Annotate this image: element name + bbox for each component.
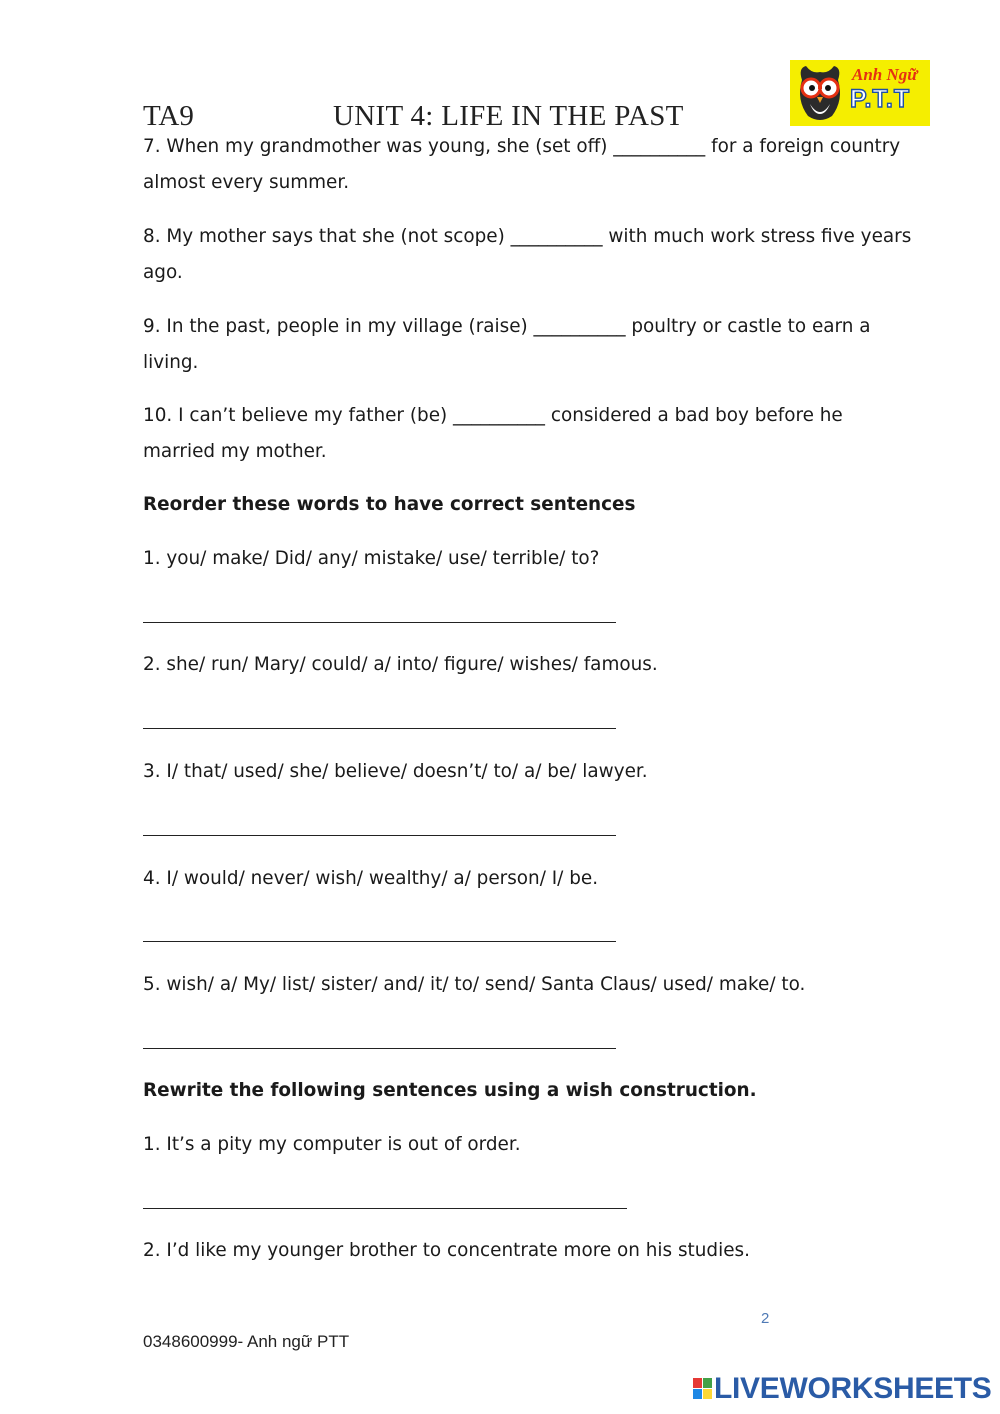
reorder-item-4: 4. I/ would/ never/ wish/ wealthy/ a/ person/ I/ be. bbox=[143, 868, 599, 889]
exercise-item-7: 7. When my grandmother was young, she (set off) __________ for a foreign country almost every summer. bbox=[143, 136, 901, 193]
rewrite-item-1: 1. It’s a pity my computer is out of order. bbox=[143, 1134, 521, 1155]
answer-line-reorder-2[interactable] bbox=[143, 728, 616, 729]
liveworksheets-logo-icon bbox=[693, 1378, 713, 1400]
answer-line-reorder-1[interactable] bbox=[143, 622, 616, 623]
answer-line-reorder-4[interactable] bbox=[143, 941, 616, 942]
ptt-logo bbox=[790, 60, 930, 126]
exercise-item-9: 9. In the past, people in my village (raise) __________ poultry or castle to earn a living. bbox=[143, 316, 871, 373]
reorder-item-5: 5. wish/ a/ My/ list/ sister/ and/ it/ to/ send/ Santa Claus/ used/ make/ to. bbox=[143, 974, 806, 995]
worksheet-code: TA9 bbox=[143, 100, 194, 132]
answer-line-reorder-3[interactable] bbox=[143, 835, 616, 836]
reorder-item-1: 1. you/ make/ Did/ any/ mistake/ use/ terrible/ to? bbox=[143, 548, 600, 569]
footer-contact: 0348600999- Anh ngữ PTT bbox=[143, 1332, 350, 1351]
logo-brand-text: Anh Ngữ bbox=[852, 65, 918, 84]
reorder-item-2: 2. she/ run/ Mary/ could/ a/ into/ figure/ wishes/ famous. bbox=[143, 654, 658, 675]
unit-title: UNIT 4: LIFE IN THE PAST bbox=[333, 100, 684, 132]
page-number: 2 bbox=[761, 1310, 770, 1327]
reorder-item-3: 3. I/ that/ used/ she/ believe/ doesn’t/ to/ a/ be/ lawyer. bbox=[143, 761, 648, 782]
exercise-item-8: 8. My mother says that she (not scope) __________ with much work stress five years ago. bbox=[143, 226, 912, 283]
owl-icon bbox=[790, 60, 850, 126]
answer-line-rewrite-1[interactable] bbox=[143, 1208, 627, 1209]
rewrite-heading: Rewrite the following sentences using a wish construction. bbox=[143, 1080, 757, 1101]
rewrite-item-2: 2. I’d like my younger brother to concentrate more on his studies. bbox=[143, 1240, 750, 1261]
exercise-item-10: 10. I can’t believe my father (be) __________ considered a bad boy before he married my mother. bbox=[143, 405, 843, 462]
answer-line-reorder-5[interactable] bbox=[143, 1048, 616, 1049]
reorder-heading: Reorder these words to have correct sentences bbox=[143, 494, 636, 515]
logo-name-text: P.T.T bbox=[850, 85, 911, 113]
liveworksheets-text: LIVEWORKSHEETS bbox=[714, 1372, 992, 1405]
liveworksheets-watermark bbox=[693, 1372, 993, 1406]
